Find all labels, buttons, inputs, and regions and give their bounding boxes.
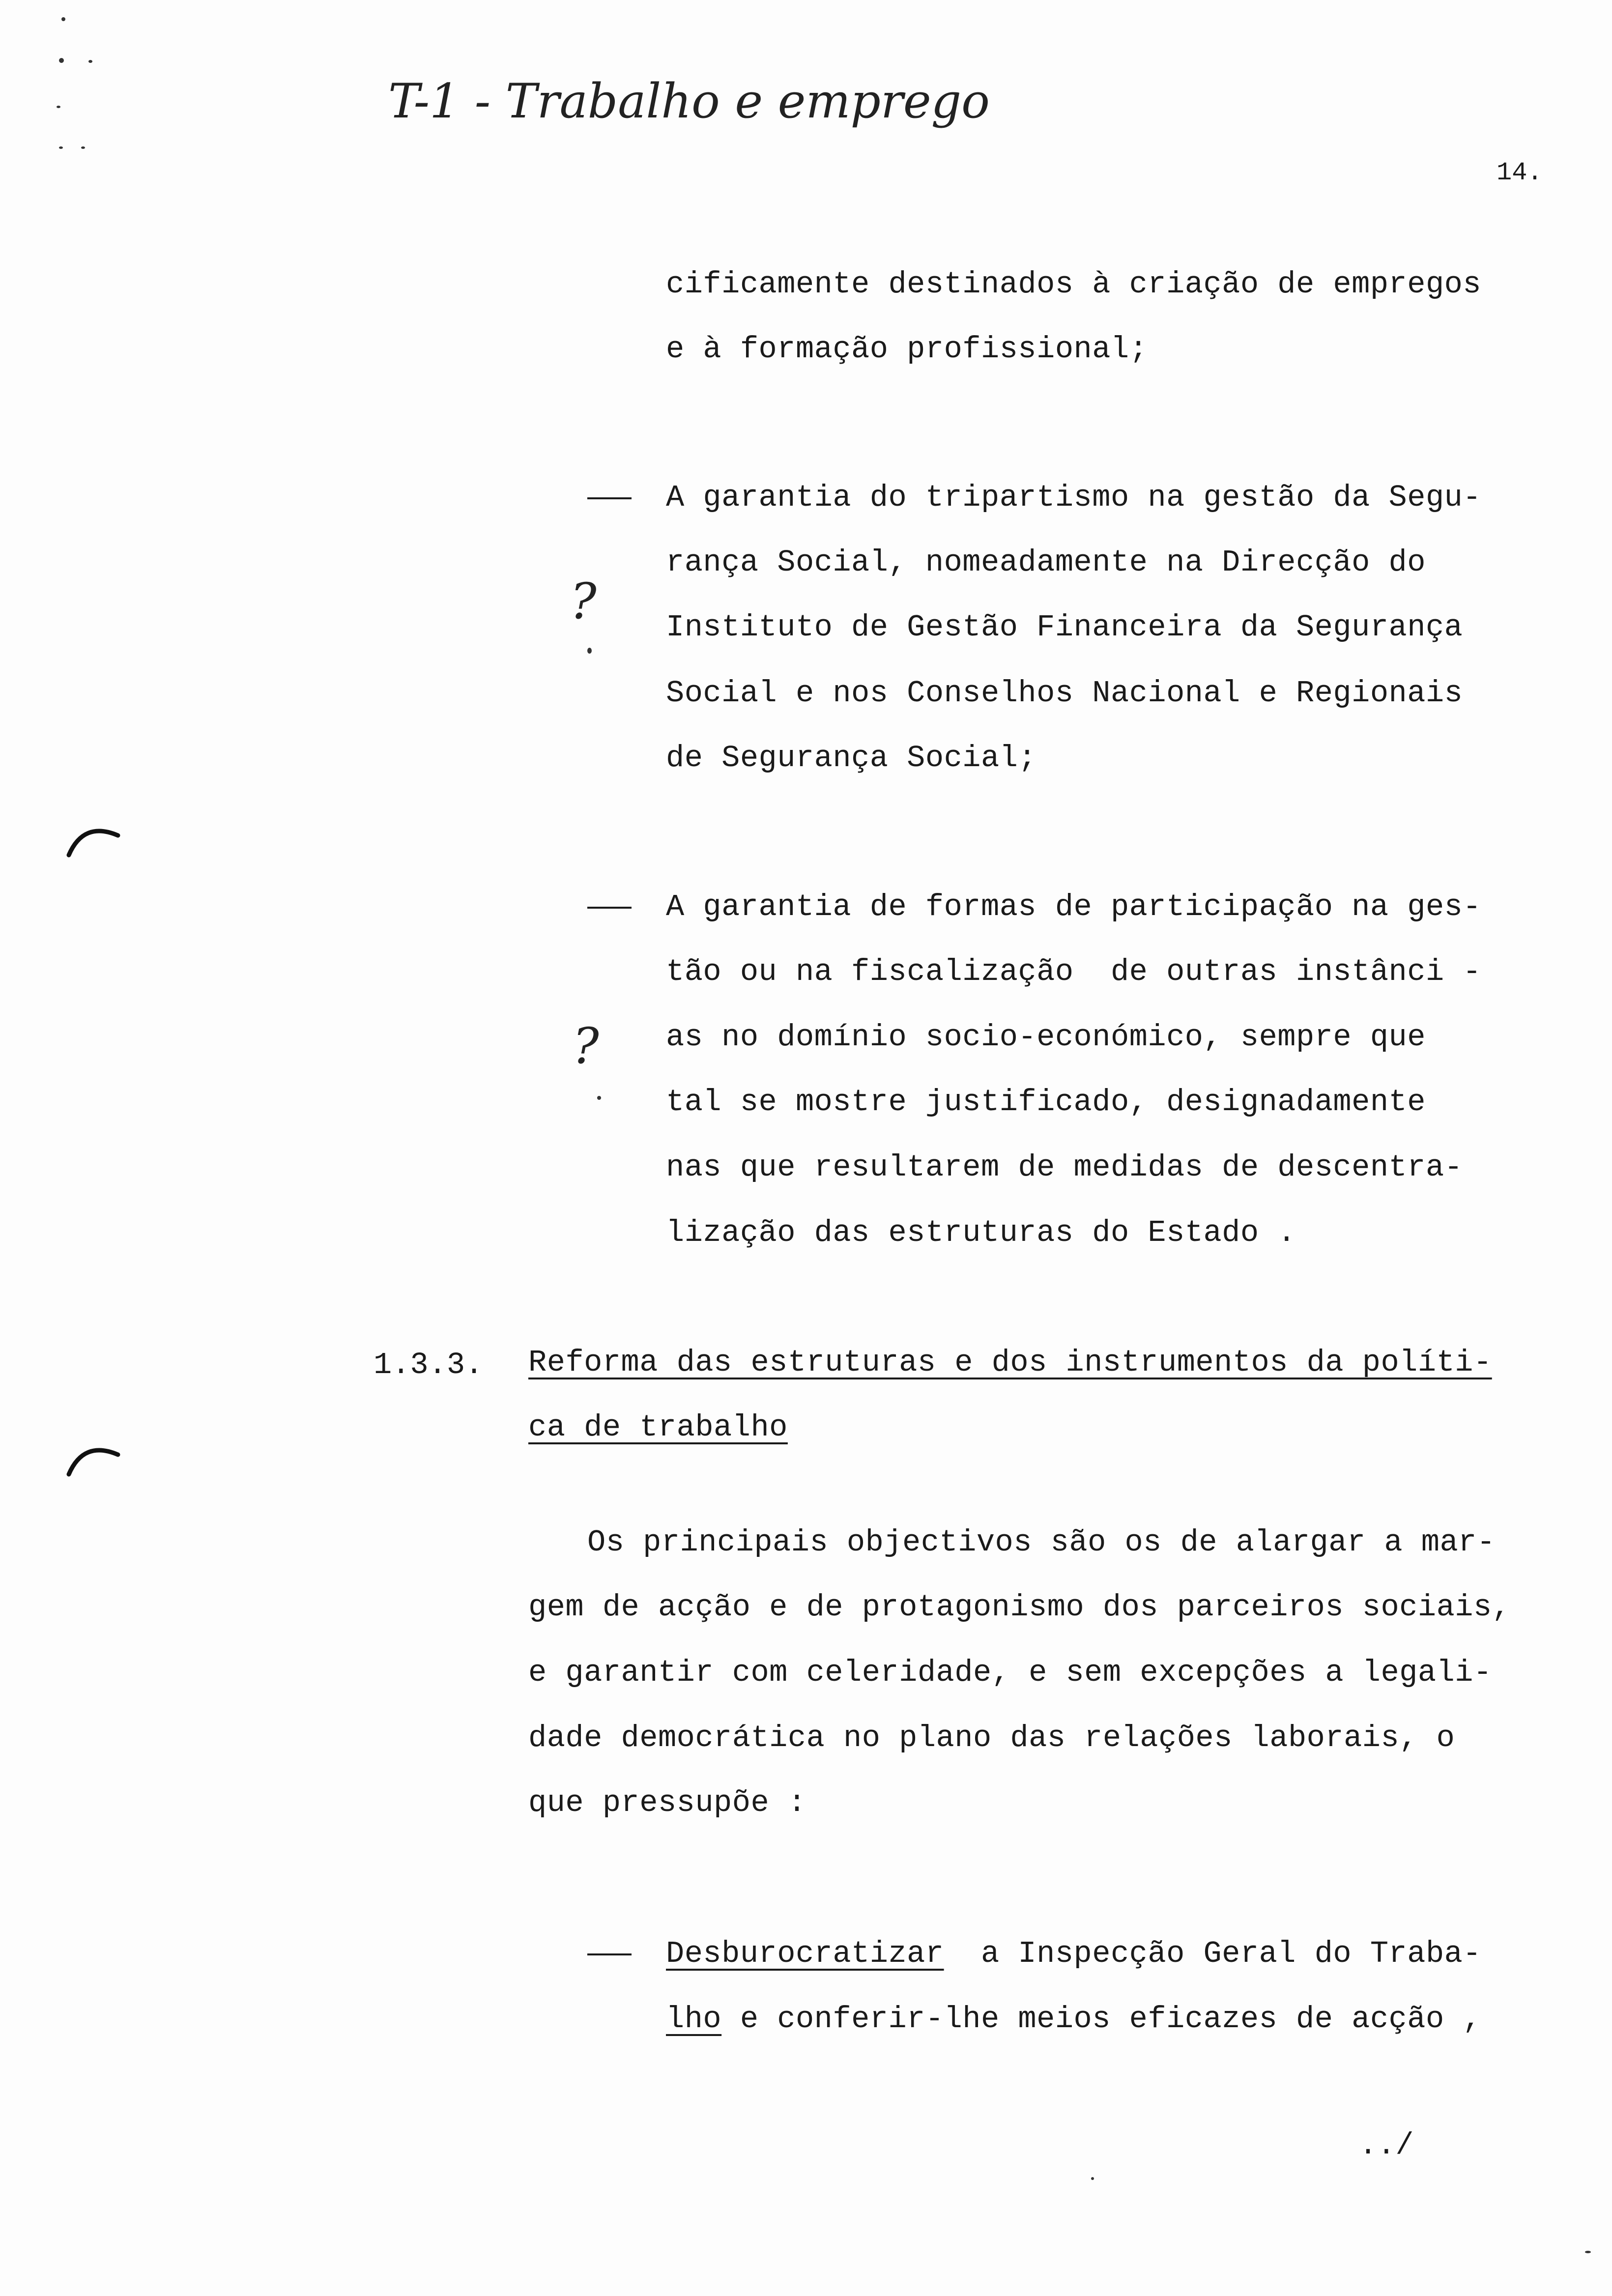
margin-question-mark: ?	[573, 1017, 599, 1075]
text-line: as no domínio socio-económico, sempre que	[666, 1020, 1426, 1055]
bullet-dash	[587, 907, 632, 909]
text-line: Instituto de Gestão Financeira da Segurança	[666, 610, 1463, 645]
bullet-dash	[587, 1953, 632, 1955]
text-line: e garantir com celeridade, e sem excepções a legali-	[528, 1655, 1492, 1690]
scan-speck	[59, 146, 63, 149]
scan-speck	[61, 17, 65, 21]
underlined-text: Desburocratizar	[666, 1936, 944, 1971]
text-span: e conferir-lhe meios eficazes de acção ,	[721, 2002, 1482, 2037]
continuation-mark: ../	[1359, 2128, 1414, 2163]
binder-hole-arc	[64, 1435, 123, 1479]
margin-question-mark: ?	[570, 573, 597, 630]
text-line: nas que resultarem de medidas de descentra-	[666, 1150, 1463, 1185]
page-number: 14.	[1497, 158, 1543, 187]
text-line: gem de acção e de protagonismo dos parceiros sociais,	[528, 1590, 1511, 1625]
handwritten-annotation: T-1 - Trabalho e emprego	[388, 74, 990, 129]
text-line: A garantia de formas de participação na ges-	[666, 890, 1482, 924]
section-title: ca de trabalho	[528, 1410, 788, 1445]
section-title: Reforma das estruturas e dos instrumentos da políti-	[528, 1345, 1492, 1380]
text-line: rança Social, nomeadamente na Direcção do	[666, 545, 1426, 580]
scan-speck	[1585, 2251, 1591, 2253]
text-line: dade democrática no plano das relações laborais, o	[528, 1721, 1455, 1755]
text-line: lização das estruturas do Estado .	[666, 1215, 1296, 1250]
scan-speck	[59, 58, 64, 63]
scan-speck	[1091, 2177, 1094, 2180]
text-line: que pressupõe :	[528, 1785, 806, 1820]
text-line: Social e nos Conselhos Nacional e Regionais	[666, 676, 1463, 711]
text-span: a Inspecção Geral do Traba-	[944, 1936, 1482, 1971]
binder-hole-arc	[64, 816, 123, 860]
text-line: cificamente destinados à criação de empregos	[666, 267, 1482, 302]
text-line: Os principais objectivos são os de alargar a mar-	[587, 1525, 1496, 1560]
text-line	[666, 2004, 1481, 2035]
bullet-dash	[587, 497, 632, 499]
scan-speck	[81, 146, 85, 149]
scan-speck	[597, 1096, 601, 1100]
text-line: A garantia do tripartismo na gestão da Segu-	[666, 480, 1482, 515]
text-line: tão ou na fiscalização de outras instânci -	[666, 954, 1482, 989]
text-line	[666, 1936, 1482, 1971]
scan-speck	[57, 106, 60, 108]
scan-speck	[587, 648, 592, 654]
text-line: de Segurança Social;	[666, 741, 1037, 775]
underlined-text: lho	[666, 2002, 722, 2037]
text-line: e à formação profissional;	[666, 332, 1148, 367]
section-number: 1.3.3.	[374, 1348, 484, 1382]
scan-speck	[88, 60, 92, 63]
text-line: tal se mostre justificado, designadamente	[666, 1085, 1426, 1119]
